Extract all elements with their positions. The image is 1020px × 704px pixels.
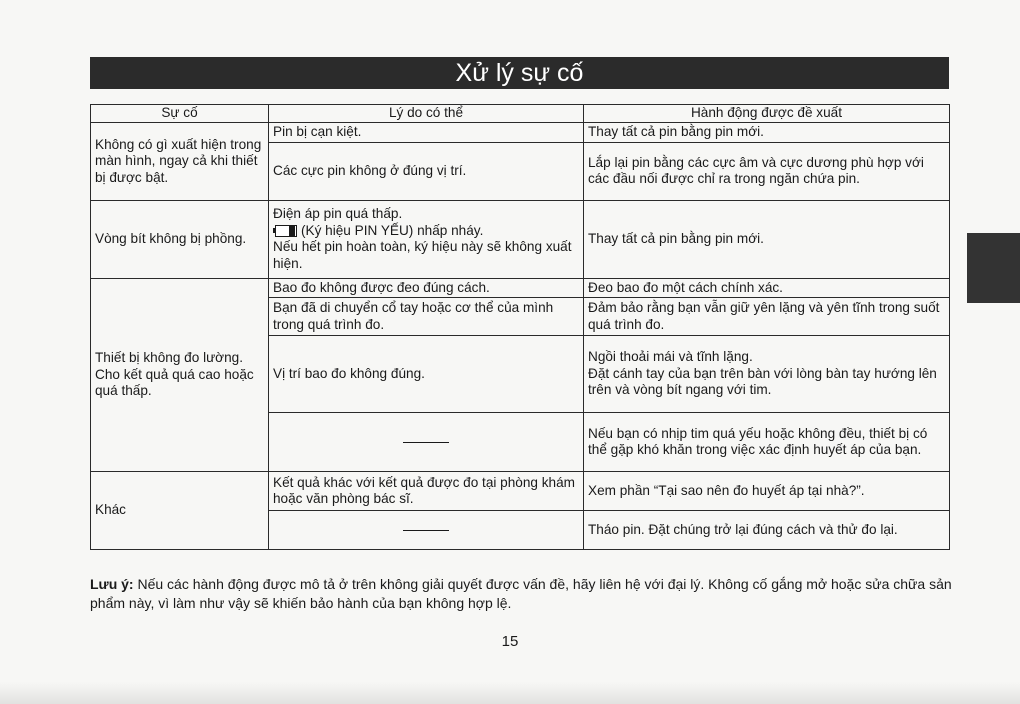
table-row: [91, 200, 950, 278]
low-battery-icon: [273, 225, 299, 236]
cause-cell: Pin bị cạn kiệt.: [269, 123, 584, 143]
cause-cell: Bạn đã di chuyển cổ tay hoặc cơ thể của mình trong quá trình đo.: [269, 298, 584, 336]
section-tab-marker: [967, 233, 1020, 303]
footnote-label: Lưu ý:: [90, 576, 134, 592]
action-cell: Lắp lại pin bằng các cực âm và cực dương phù hợp với các đầu nối được chỉ ra trong ngăn chứa pin.: [584, 142, 950, 200]
action-cell: Đảm bảo rằng bạn vẫn giữ yên lặng và yên tĩnh trong suốt quá trình đo.: [584, 298, 950, 336]
action-cell: Thay tất cả pin bằng pin mới.: [584, 200, 950, 278]
footnote-text: Nếu các hành động được mô tả ở trên không giải quyết được vấn đề, hãy liên hệ với đại lý. Không cố gắng mở hoặc sửa chữa sản phẩm này, vì làm như vậy sẽ khiến bảo hành của bạn không hợp lệ.: [90, 576, 952, 611]
cause-line: Điện áp pin quá thấp.: [273, 206, 403, 221]
cause-cell: Bao đo không được đeo đúng cách.: [269, 278, 584, 298]
action-line: Ngồi thoải mái và tĩnh lặng.: [588, 349, 753, 365]
action-cell: Nếu bạn có nhịp tim quá yếu hoặc không đều, thiết bị có thể gặp khó khăn trong việc xác định huyết áp của bạn.: [584, 413, 950, 472]
issue-cell: Khác: [91, 472, 269, 550]
cause-line: Nếu hết pin hoàn toàn, ký hiệu này sẽ không xuất hiện.: [273, 239, 572, 271]
issue-cell: Không có gì xuất hiện trong màn hình, ngay cả khi thiết bị được bật.: [91, 123, 269, 201]
header-action: Hành động được đề xuất: [584, 105, 950, 123]
cause-line-with-icon: [273, 223, 579, 240]
action-cell: [584, 336, 950, 413]
issue-cell: Vòng bít không bị phồng.: [91, 200, 269, 278]
page-bottom-shadow: [0, 682, 1020, 704]
dash-placeholder: [403, 442, 449, 443]
issue-line: Thiết bị không đo lường.: [95, 350, 243, 365]
header-issue: Sự cố: [91, 105, 269, 123]
action-cell: Tháo pin. Đặt chúng trở lại đúng cách và thử đo lại.: [584, 511, 950, 550]
table-header-row: [91, 105, 950, 123]
header-cause: Lý do có thể: [269, 105, 584, 123]
issue-cell: [91, 278, 269, 472]
dash-placeholder: [403, 530, 449, 531]
page-title: Xử lý sự cố: [90, 57, 949, 89]
cause-cell-empty: [269, 511, 584, 550]
cause-cell-empty: [269, 413, 584, 472]
page-number: 15: [501, 633, 519, 650]
cause-cell: Vị trí bao đo không đúng.: [269, 336, 584, 413]
footnote: [90, 575, 960, 613]
table-row: [91, 278, 950, 298]
action-cell: Đeo bao đo một cách chính xác.: [584, 278, 950, 298]
table-row: [91, 123, 950, 143]
table-row: [91, 472, 950, 511]
action-line: Đặt cánh tay của bạn trên bàn với lòng bàn tay hướng lên trên và vòng bít ngang với tim.: [588, 365, 937, 398]
cause-cell: Các cực pin không ở đúng vị trí.: [269, 142, 584, 200]
issue-line: Cho kết quả quá cao hoặc quá thấp.: [95, 366, 254, 398]
action-cell: Thay tất cả pin bằng pin mới.: [584, 123, 950, 143]
cause-cell: Kết quả khác với kết quả được đo tại phòng khám hoặc văn phòng bác sĩ.: [269, 472, 584, 511]
low-battery-text: (Ký hiệu PIN YẾU) nhấp nháy.: [301, 222, 484, 238]
cause-cell: [269, 200, 584, 278]
action-cell: Xem phần “Tại sao nên đo huyết áp tại nhà?”.: [584, 472, 950, 511]
troubleshooting-table: [90, 104, 950, 550]
